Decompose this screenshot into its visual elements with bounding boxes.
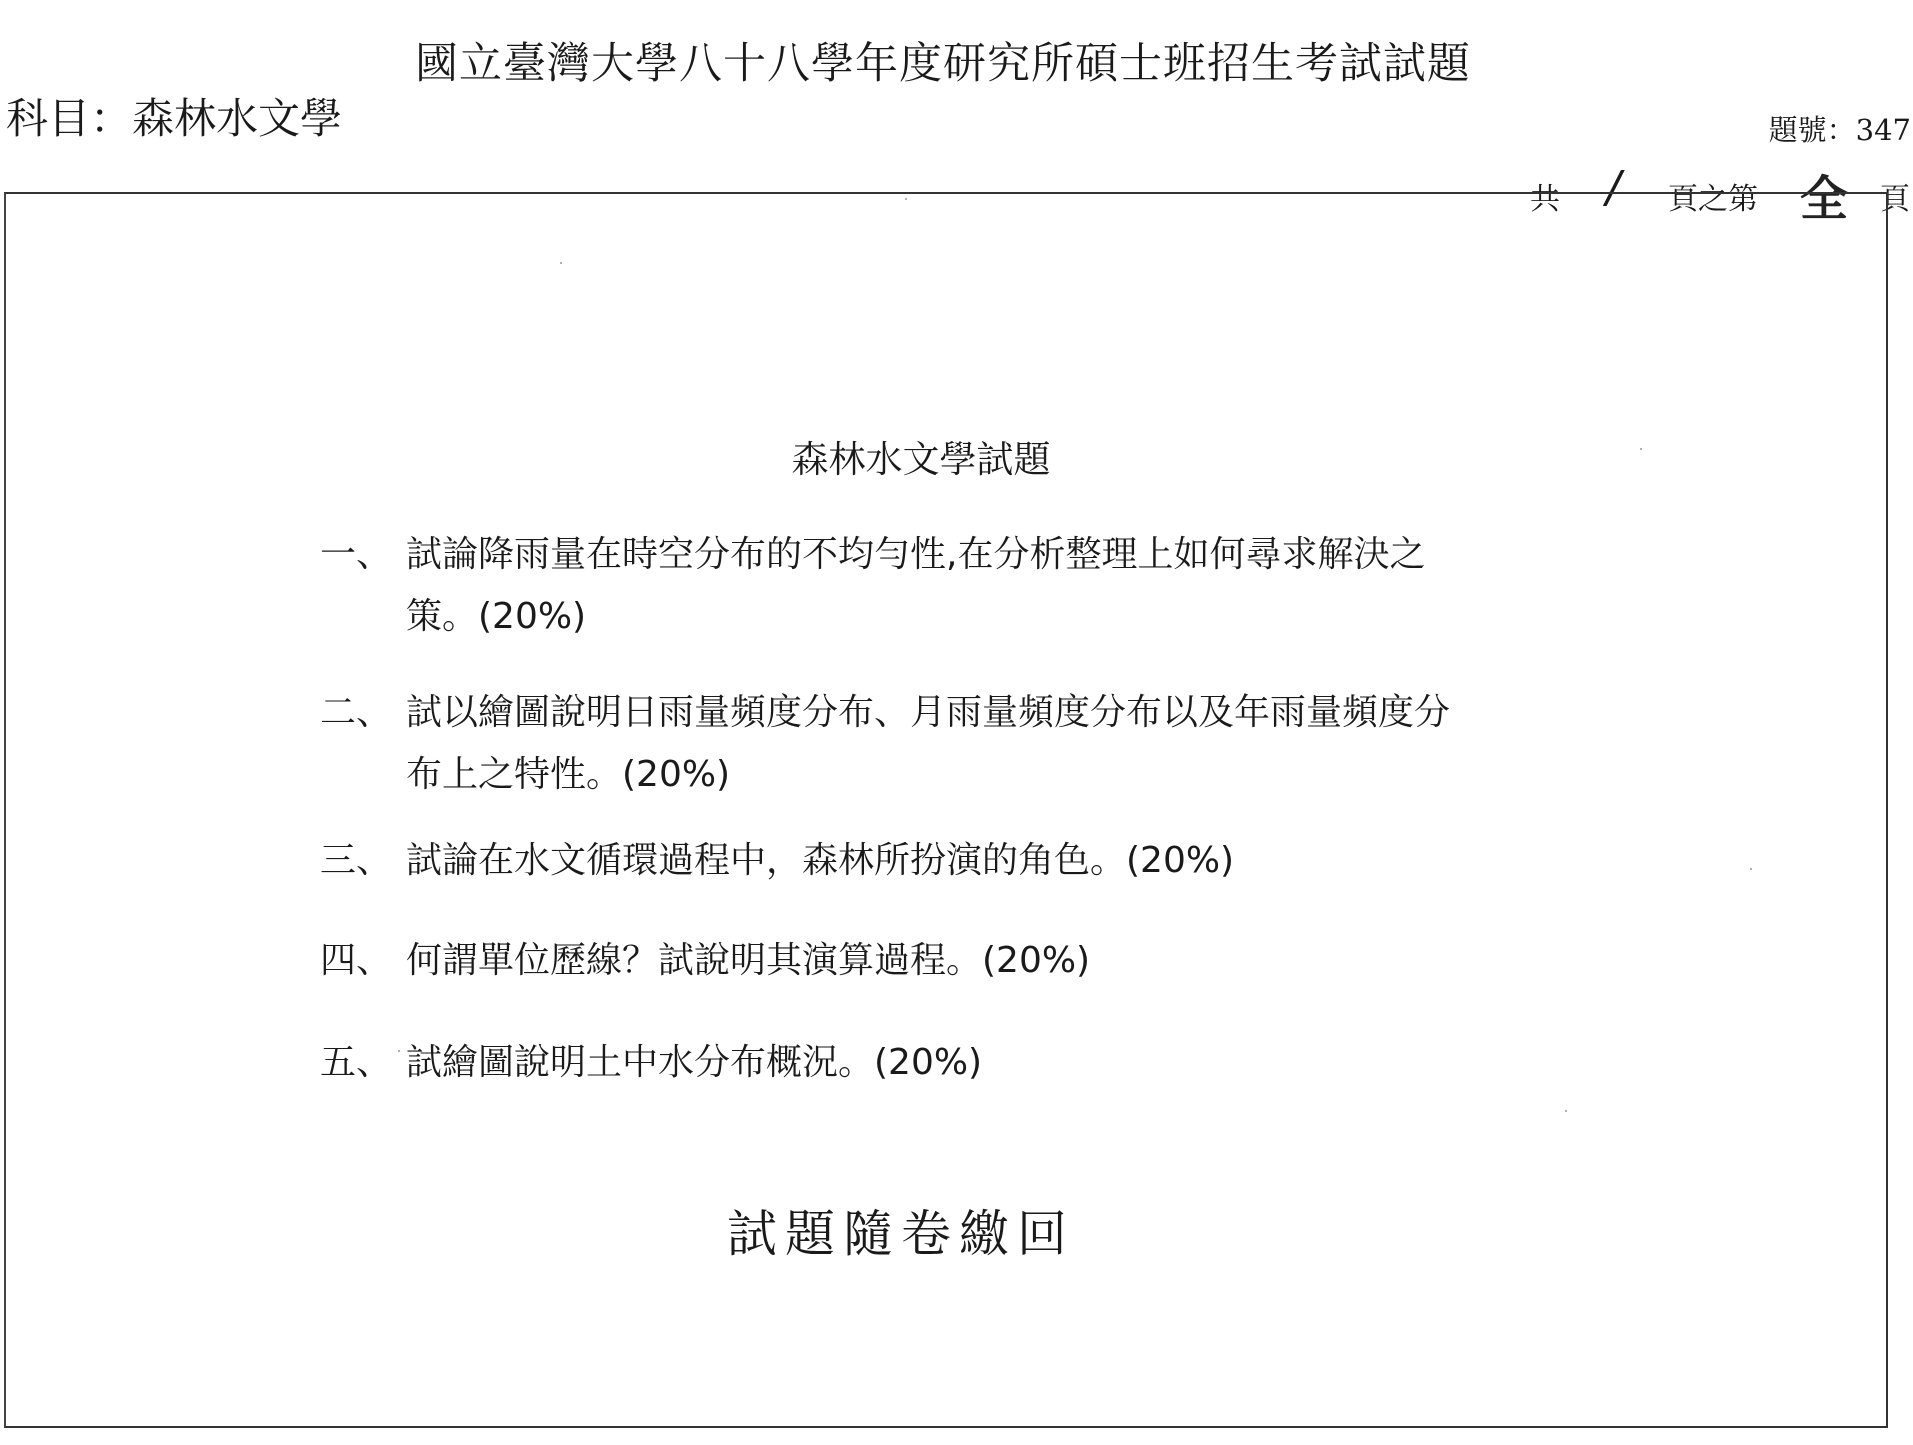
scan-speck (1640, 448, 1642, 450)
scan-speck (1750, 868, 1752, 870)
subject-label: 科目：森林水文學 (6, 94, 343, 143)
question-text: 試論在水文循環過程中，森林所扮演的角色。(20%) (406, 840, 1235, 881)
question-number-label: 二、 (320, 692, 393, 733)
page-count-current: 全 (1800, 171, 1849, 227)
question-text: 試以繪圖說明日雨量頻度分布、月雨量頻度分布以及年雨量頻度分布上之特性。(20%) (406, 692, 1451, 795)
exam-frame (4, 192, 1888, 1428)
scan-speck (1565, 1110, 1567, 1112)
question-number: 題號：347 (1768, 113, 1911, 147)
question-text: 試論降雨量在時空分布的不均勻性,在分析整理上如何尋求解決之策。(20%) (406, 534, 1426, 637)
question-item (320, 524, 1476, 648)
scan-speck (560, 262, 562, 264)
page-count-middle: 頁之第 (1668, 182, 1758, 217)
question-text: 試繪圖說明土中水分布概況。(20%) (406, 1042, 983, 1083)
page-count-total: / (1606, 162, 1621, 213)
page-count-suffix: 頁 (1880, 182, 1910, 217)
question-item (320, 1032, 1476, 1094)
question-number-label: 三、 (320, 840, 393, 881)
question-item (320, 830, 1476, 892)
page-count-prefix: 共 (1530, 182, 1560, 217)
question-item (320, 930, 1476, 992)
question-text: 何謂單位歷線？試說明其演算過程。(20%) (406, 940, 1091, 981)
scan-speck (905, 198, 907, 200)
question-number-label: 一、 (320, 534, 393, 575)
exam-title: 森林水文學試題 (791, 438, 1051, 481)
return-notice: 試題隨卷繳回 (727, 1205, 1075, 1263)
page-title: 國立臺灣大學八十八學年度研究所碩士班招生考試試題 (415, 39, 1471, 89)
question-item (320, 682, 1476, 806)
scan-speck (398, 1050, 400, 1052)
question-number-label: 五、 (320, 1042, 393, 1083)
question-number-label: 四、 (320, 940, 393, 981)
